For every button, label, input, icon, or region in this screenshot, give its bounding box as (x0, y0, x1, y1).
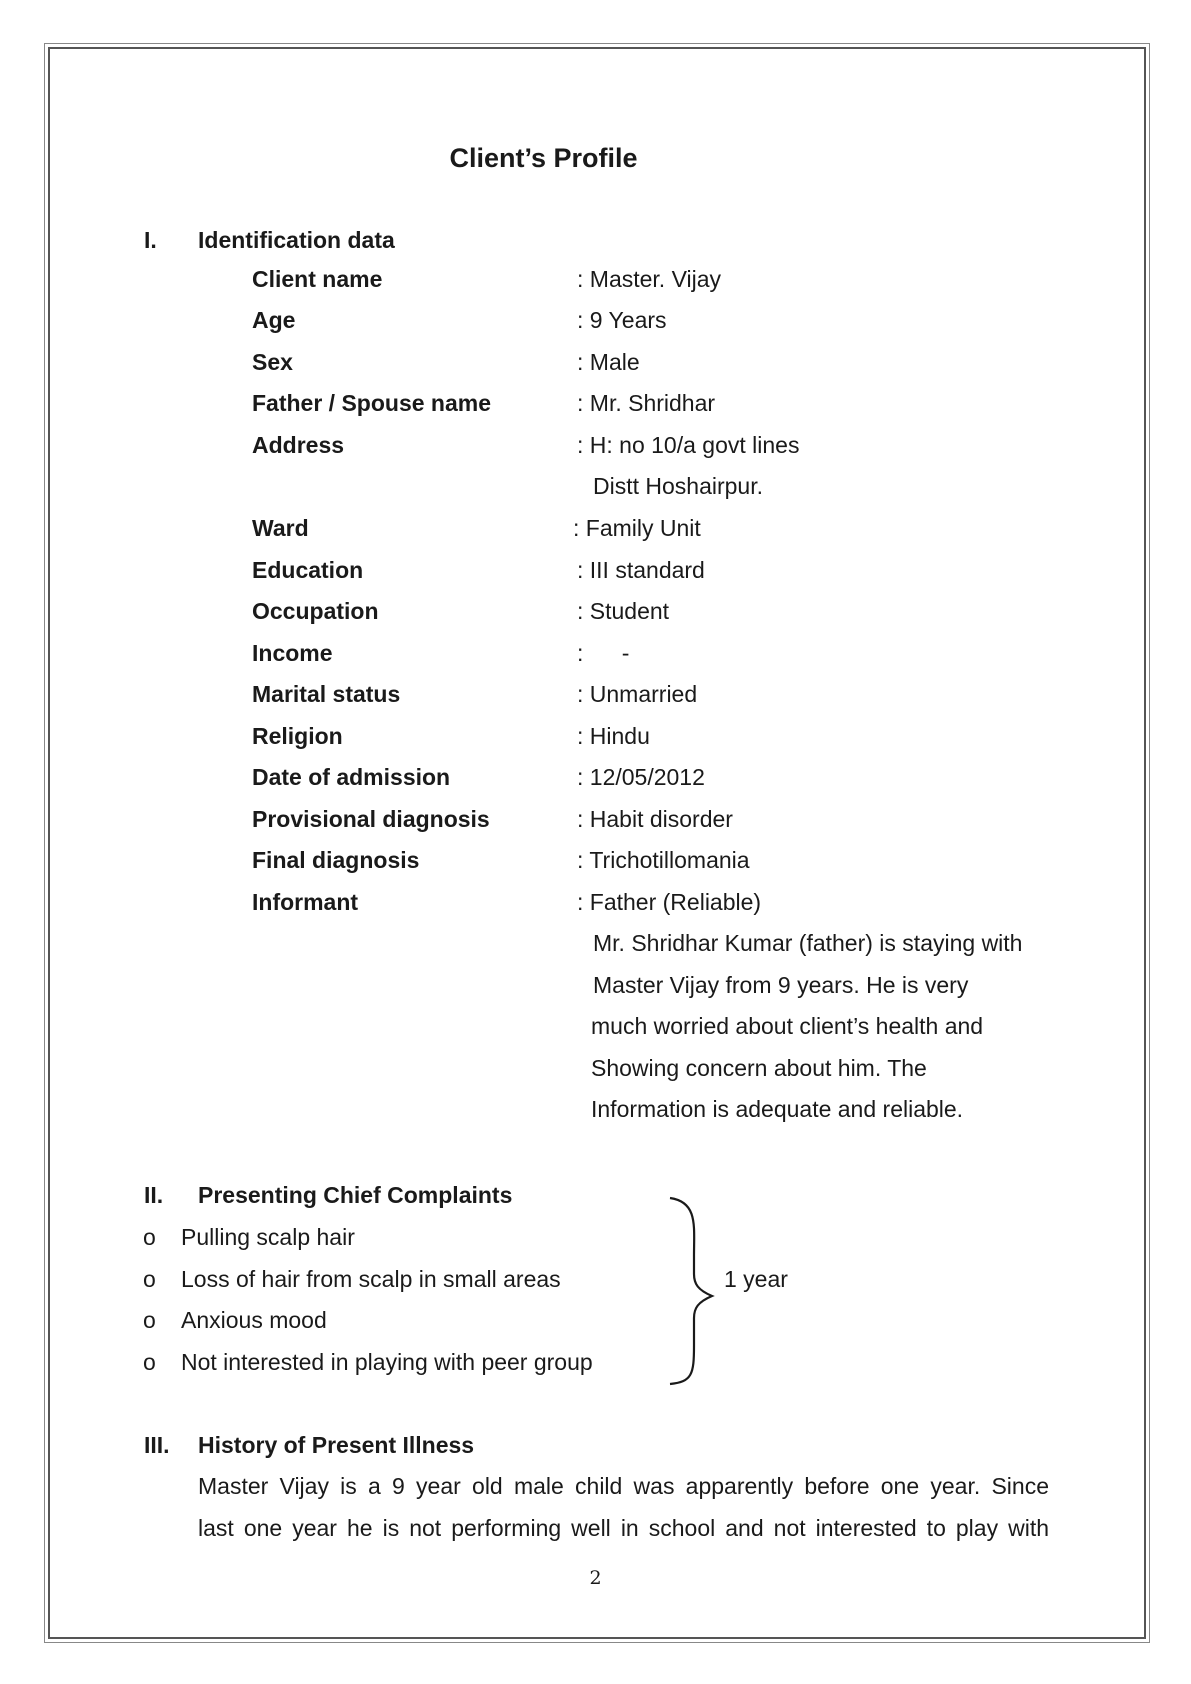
bullet-icon: o (143, 1224, 156, 1250)
field-row (252, 266, 1072, 296)
field-label: Client name (252, 266, 383, 292)
complaint-item (143, 1349, 593, 1376)
field-label: Father / Spouse name (252, 390, 492, 416)
field-value: : III standard (577, 557, 705, 583)
field-row (252, 432, 1072, 462)
field-value: : H: no 10/a govt lines (577, 432, 800, 458)
field-value: : Hindu (577, 723, 650, 749)
field-row (252, 390, 1072, 420)
bullet-icon: o (143, 1349, 156, 1375)
field-label: Final diagnosis (252, 847, 420, 873)
informant-note-line: much worried about client’s health and (591, 1013, 984, 1039)
field-row (252, 723, 1072, 753)
field-row (252, 598, 1072, 628)
curly-brace-icon (668, 1196, 718, 1386)
field-row (252, 557, 1072, 587)
address-line-2: Distt Hoshairpur. (593, 473, 764, 499)
section-number-complaints: II. (144, 1182, 164, 1208)
field-value: : Trichotillomania (577, 847, 750, 873)
field-value: : Family Unit (573, 515, 701, 541)
field-value: : Master. Vijay (577, 266, 722, 292)
field-value: : - (577, 640, 630, 666)
history-line: Master Vijay is a 9 year old male child was apparently before one year. Since (198, 1473, 1049, 1499)
page-title: Client’s Profile (449, 143, 638, 173)
page-number: 2 (589, 1567, 602, 1589)
field-label: Age (252, 307, 296, 333)
field-value: : Student (577, 598, 670, 624)
field-row (252, 806, 1072, 836)
complaint-duration: 1 year (724, 1266, 788, 1292)
field-label: Income (252, 640, 333, 666)
field-row (252, 764, 1072, 794)
field-row (252, 681, 1072, 711)
section-number-identification: I. (144, 227, 157, 253)
field-label: Education (252, 557, 364, 583)
field-value: : 12/05/2012 (577, 764, 705, 790)
complaint-text: Anxious mood (181, 1307, 327, 1333)
field-row (252, 640, 1072, 670)
field-row (252, 349, 1072, 379)
field-value: : Mr. Shridhar (577, 390, 716, 416)
field-label: Provisional diagnosis (252, 806, 490, 832)
field-label: Occupation (252, 598, 379, 624)
informant-note-line: Master Vijay from 9 years. He is very (593, 972, 969, 998)
field-value: : Father (Reliable) (577, 889, 762, 915)
field-value: : Male (577, 349, 640, 375)
field-row (252, 889, 1072, 919)
complaint-item (143, 1266, 561, 1293)
bullet-icon: o (143, 1266, 156, 1292)
field-value: : Unmarried (577, 681, 698, 707)
field-label: Marital status (252, 681, 401, 707)
complaint-text: Pulling scalp hair (181, 1224, 355, 1250)
complaint-item (143, 1224, 355, 1251)
informant-note-line: Information is adequate and reliable. (591, 1096, 964, 1122)
field-label: Religion (252, 723, 343, 749)
complaint-item (143, 1307, 327, 1334)
field-row (252, 307, 1072, 337)
field-row (252, 847, 1072, 877)
section-number-history: III. (144, 1432, 170, 1458)
informant-note-line: Mr. Shridhar Kumar (father) is staying with (593, 930, 1023, 956)
history-line: last one year he is not performing well in school and not interested to play with (198, 1515, 1049, 1541)
section-title-identification: Identification data (198, 227, 395, 253)
field-label: Address (252, 432, 345, 458)
field-row (252, 515, 1072, 545)
field-label: Date of admission (252, 764, 451, 790)
complaint-text: Loss of hair from scalp in small areas (181, 1266, 561, 1292)
section-title-history: History of Present Illness (198, 1432, 475, 1458)
field-label: Ward (252, 515, 309, 541)
field-value: : Habit disorder (577, 806, 733, 832)
complaint-text: Not interested in playing with peer group (181, 1349, 593, 1375)
section-title-complaints: Presenting Chief Complaints (198, 1182, 513, 1208)
bullet-icon: o (143, 1307, 156, 1333)
field-label: Sex (252, 349, 293, 375)
informant-note-line: Showing concern about him. The (591, 1055, 927, 1081)
field-value: : 9 Years (577, 307, 667, 333)
field-label: Informant (252, 889, 359, 915)
